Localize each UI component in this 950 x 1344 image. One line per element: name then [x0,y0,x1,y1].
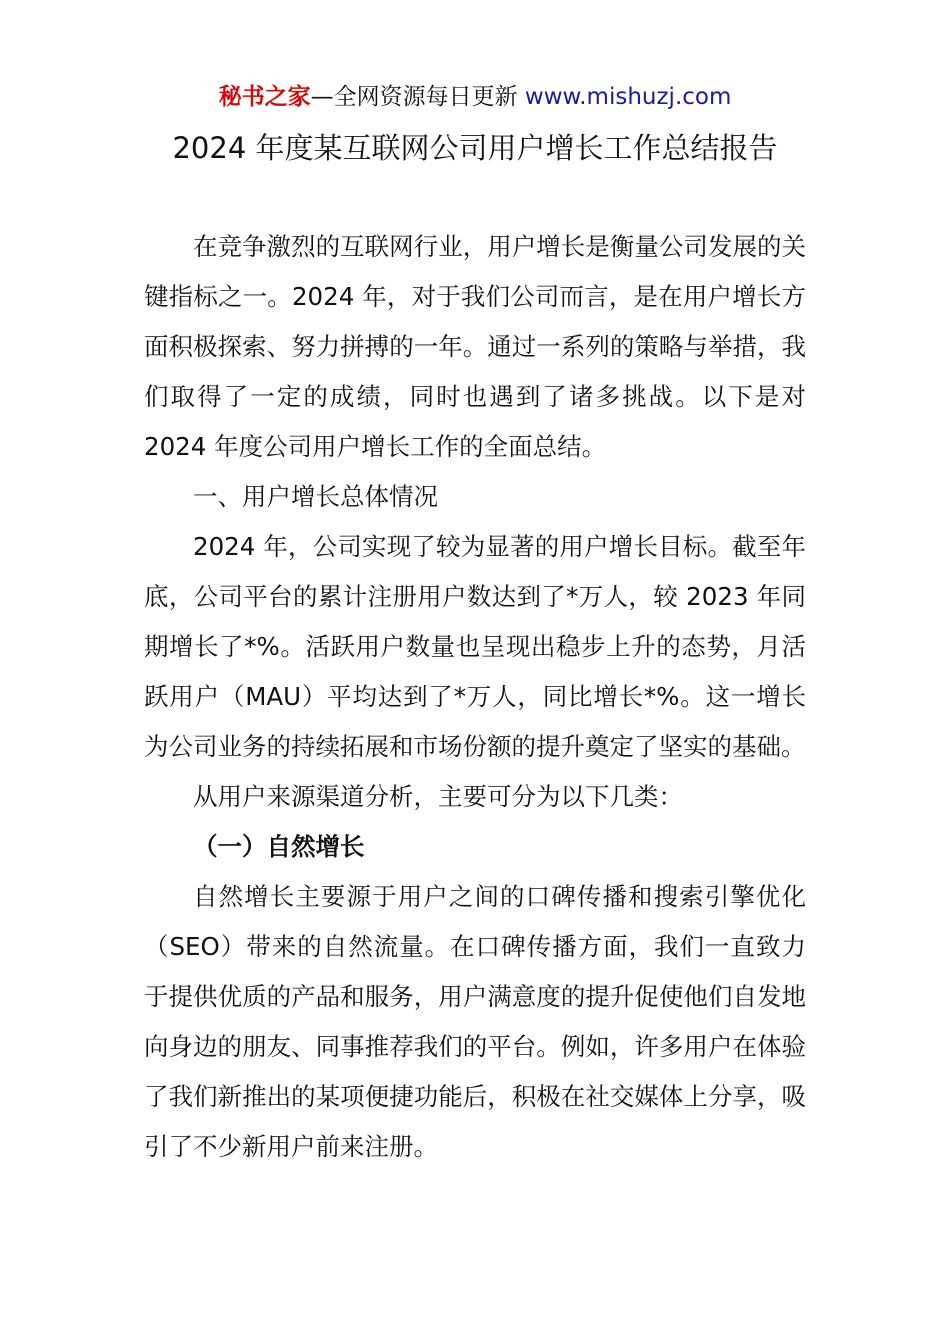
brand-name: 秘书之家 [218,84,311,110]
site-header [0,80,950,114]
natural-growth-paragraph: 自然增长主要源于用户之间的口碑传播和搜索引擎优化（SEO）带来的自然流量。在口碑传播方面，我们一直致力于提供优质的产品和服务，用户满意度的提升促使他们自发地向身边的朋友、同事推荐我们的平台。例如，许多用户在体验了我们新推出的某项便捷功能后，积极在社交媒体上分享，吸引了不少新用户前来注册。 [144,882,806,1161]
section-heading-overview: 一、用户增长总体情况 [193,482,438,511]
channels-intro-paragraph: 从用户来源渠道分析，主要可分为以下几类： [193,782,683,811]
document-body [144,222,806,1172]
document-title: 2024 年度某互联网公司用户增长工作总结报告 [172,131,778,165]
intro-paragraph: 在竞争激烈的互联网行业，用户增长是衡量公司发展的关键指标之一。2024 年，对于我们公司而言，是在用户增长方面积极探索、努力拼搏的一年。通过一系列的策略与举措，我们取得了一定的成绩，同时也遇到了诸多挑战。以下是对 2024 年度公司用户增长工作的全面总结。 [144,232,806,461]
overview-paragraph: 2024 年，公司实现了较为显著的用户增长目标。截至年底，公司平台的累计注册用户数达到了*万人，较 2023 年同期增长了*%。活跃用户数量也呈现出稳步上升的态势，月活跃用户（MAU）平均达到了*万人，同比增长*%。这一增长为公司业务的持续拓展和市场份额的提升奠定了坚实的基础。 [144,532,806,761]
subsection-heading-natural-growth: （一）自然增长 [193,832,365,861]
header-tagline: —全网资源每日更新 [310,84,518,110]
site-url-link[interactable]: www.mishuzj.com [524,84,732,110]
